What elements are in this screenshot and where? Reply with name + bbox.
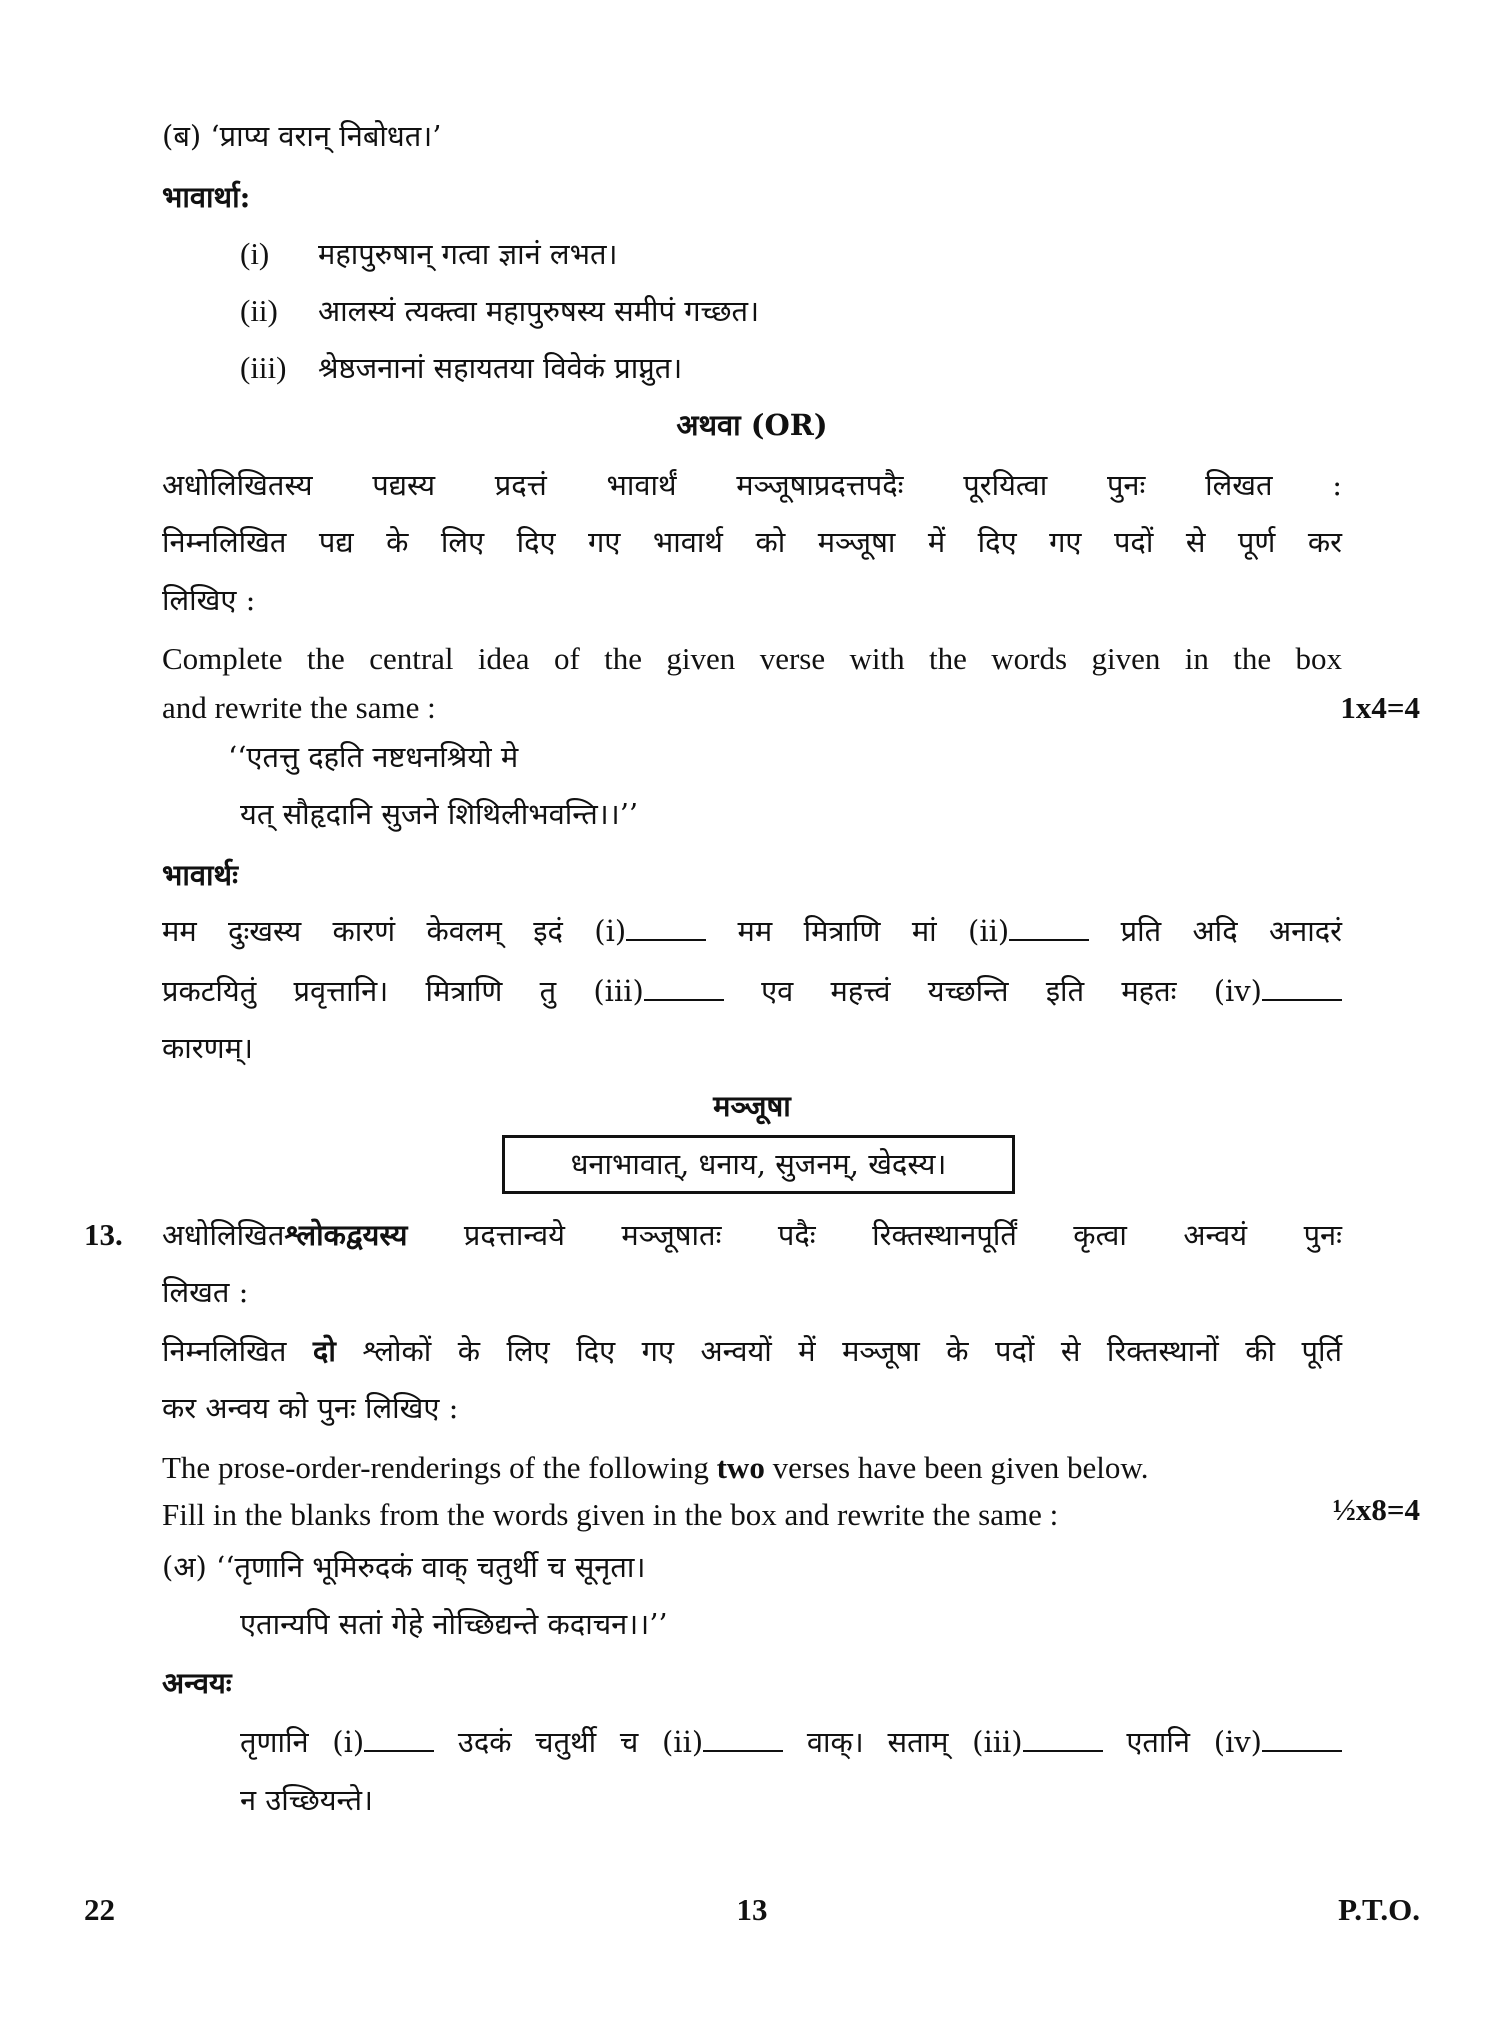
or-instr-hindi-2: लिखिए : (162, 583, 256, 617)
or-instr-en-2: and rewrite the same : (162, 690, 436, 725)
page-number: 13 (736, 1892, 768, 1927)
q13-instr-hindi (162, 1331, 1342, 1371)
q13-instr-en-2: Fill in the blanks from the words given in the box and rewrite the same : (162, 1497, 1059, 1532)
text: प्रकटयितुं प्रवृत्तानि। मित्राणि तु (iii) (162, 974, 644, 1008)
option-num: (ii) (240, 293, 278, 328)
text: The prose-order-renderings of the following (162, 1450, 709, 1485)
bhavarth-label-2: भावार्थः (162, 858, 238, 892)
marks: ½x8=4 (1332, 1492, 1420, 1527)
blank (1009, 917, 1089, 941)
text: निम्नलिखित (162, 1334, 287, 1368)
word-box: धनाभावात्, धनाय, सुजनम्, खेदस्य। (502, 1135, 1015, 1194)
text: तृणानि (i) (240, 1725, 365, 1759)
blank (364, 1728, 434, 1752)
q13-instr-sanskrit-2: लिखत : (162, 1275, 249, 1309)
text: एव महत्त्वं यच्छन्ति इति महतः (iv) (761, 974, 1262, 1008)
or-instr-sanskrit: अधोलिखितस्य पद्यस्य प्रदत्तं भावार्थं मञ्जूषाप्रदत्तपदैः पूरयित्वा पुनः लिखत : (162, 468, 1342, 502)
verse-line-1: ‘‘एतत्तु दहति नष्टधनश्रियो मे (228, 740, 519, 774)
blank (703, 1728, 783, 1752)
blank (1023, 1728, 1103, 1752)
option-text: महापुरुषान् गत्वा ज्ञानं लभत। (318, 237, 618, 271)
blank (1262, 1728, 1342, 1752)
pto-label: P.T.O. (1338, 1892, 1420, 1927)
q13-instr-en (162, 1448, 1148, 1488)
q13-instr-hindi-2: कर अन्वय को पुनः लिखिए : (162, 1391, 459, 1425)
bold-text: श्लोकद्वयस्य (284, 1218, 408, 1252)
text: अधोलिखित (162, 1218, 285, 1252)
bhavarth-line-1 (162, 911, 1342, 951)
blank (644, 977, 724, 1001)
bhavarth-line-3: कारणम्। (162, 1031, 253, 1065)
anvay-line-1 (240, 1722, 1342, 1762)
marks: 1x4=4 (1340, 690, 1420, 725)
paper-code: 22 (84, 1892, 115, 1927)
text: एतानि (iv) (1126, 1725, 1262, 1759)
option-3 (240, 348, 683, 388)
option-text: श्रेष्ठजनानां सहायतया विवेकं प्राप्नुत। (318, 351, 683, 385)
verse-line-2: यत् सौहृदानि सुजने शिथिलीभवन्ति।।’’ (240, 797, 639, 831)
text: श्लोकों के लिए दिए गए अन्वयों में मञ्जूषा के पदों से रिक्तस्थानों की पूर्ति (362, 1334, 1343, 1368)
text: मम मित्राणि मां (ii) (737, 914, 1010, 948)
option-2 (240, 291, 760, 331)
text: उदकं चतुर्थी च (ii) (457, 1725, 704, 1759)
text: मम दुःखस्य कारणं केवलम् इदं (i) (162, 914, 627, 948)
text: वाक्। सताम् (iii) (806, 1725, 1023, 1759)
question-number: 13. (84, 1217, 123, 1252)
q13-instr-sanskrit (162, 1215, 1342, 1255)
anvay-line-2: न उच्छियन्ते। (240, 1783, 373, 1817)
bold-text: two (716, 1450, 765, 1485)
option-text: आलस्यं त्यक्त्वा महापुरुषस्य समीपं गच्छत। (318, 294, 760, 328)
verse-line-2: एतान्यपि सतां गेहे नोच्छिद्यन्ते कदाचन।।’’ (240, 1607, 668, 1641)
option-num: (iii) (240, 350, 287, 385)
text: प्रति अदि अनादरं (1120, 914, 1342, 948)
or-instr-hindi: निम्नलिखित पद्य के लिए दिए गए भावार्थ को मञ्जूषा में दिए गए पदों से पूर्ण कर (162, 525, 1342, 559)
option-1 (240, 234, 618, 274)
or-label: अथवा (OR) (676, 408, 828, 442)
bold-text: दो (312, 1334, 336, 1368)
verse-line-1: (अ) ‘‘तृणानि भूमिरुदकं वाक् चतुर्थी च सूनृता। (162, 1550, 646, 1584)
bhavarth-line-2 (162, 971, 1342, 1011)
box-title: मञ्जूषा (713, 1089, 791, 1123)
blank (626, 917, 706, 941)
q12b-heading: (ब) ‘प्राप्य वरान् निबोधत।’ (162, 119, 442, 153)
text: verses have been given below. (772, 1450, 1149, 1485)
option-num: (i) (240, 236, 270, 271)
anvay-label: अन्वयः (162, 1666, 232, 1700)
or-instr-en: Complete the central idea of the given verse with the words given in the box (162, 641, 1342, 676)
text: प्रदत्तान्वये मञ्जूषातः पदैः रिक्तस्थानपूर्तिं कृत्वा अन्वयं पुनः (463, 1218, 1342, 1252)
bhavarth-label: भावार्था: (162, 180, 251, 214)
blank (1262, 977, 1342, 1001)
